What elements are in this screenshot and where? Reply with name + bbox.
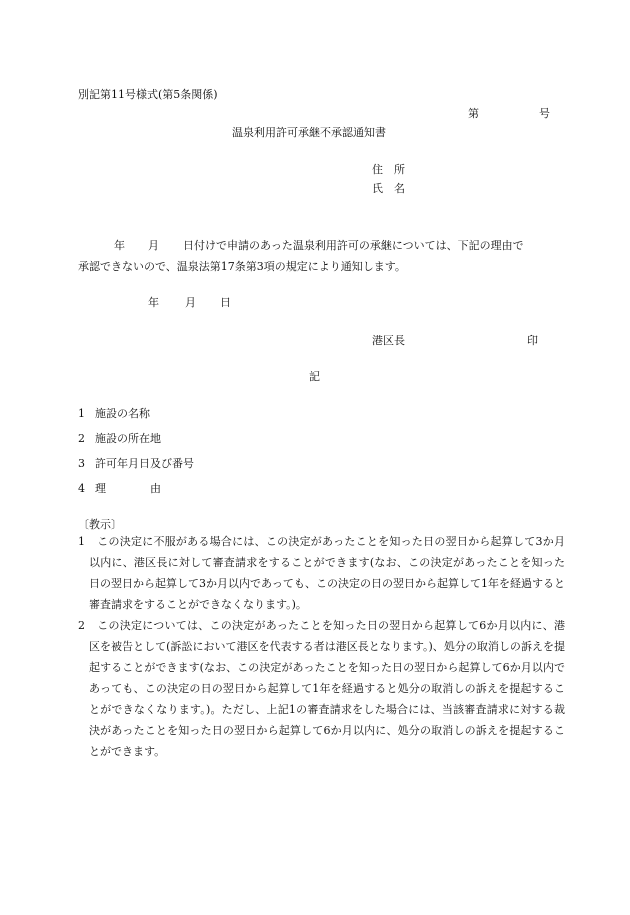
list-item-label: 施設の所在地 [95, 432, 161, 445]
document-number-prefix: 第 [468, 107, 479, 120]
list-item [78, 406, 150, 421]
list-item-number: 4 [78, 482, 85, 495]
name-label: 氏 名 [372, 182, 405, 195]
form-label: 別記第11号様式(第5条関係) [78, 88, 218, 101]
issuer-name: 港区長 [372, 334, 405, 347]
intro-text-line-1: 日付けで申請のあった温泉利用許可の承継については、下記の理由で [183, 239, 524, 252]
list-item-number: 2 [78, 432, 85, 445]
address-label: 住 所 [372, 163, 405, 176]
intro-year: 年 [114, 239, 125, 252]
intro-text-line-2: 承認できないので、温泉法第17条第3項の規定により通知します。 [78, 260, 406, 273]
list-item [78, 456, 194, 471]
kyoji-item [78, 531, 565, 615]
list-item-label: 許可年月日及び番号 [95, 457, 194, 470]
document-number-suffix: 号 [539, 107, 550, 120]
ki-heading: 記 [309, 370, 320, 383]
kyoji-item-text: この決定については、この決定があったことを知った日の翌日から起算して6か月以内に、港区を被告として(訴訟において港区を代表する者は港区長となります。)、処分の取消しの訴えを提起することができます(なお、この決定があったことを知った日の翌日から起算して6か月以内であっても、この決定の日の翌日から起算して1年を経過すると処分の取消しの訴えを提起することができなくなります。)。ただし、上記1の審査請求をした場合には、当該審査請求に対する裁決があったことを知った日の翌日から起算して6か月以内に、処分の取消しの訴えを提起することができます。 [89, 619, 565, 758]
date-day: 日 [220, 296, 231, 309]
kyoji-item-number: 1 [78, 535, 85, 548]
kyoji-heading: 〔教示〕 [78, 518, 122, 531]
list-item-number: 3 [78, 457, 85, 470]
kyoji-item [78, 615, 565, 762]
seal-mark: 印 [527, 334, 538, 347]
document-title: 温泉利用許可承継不承認通知書 [232, 126, 386, 139]
list-item [78, 481, 161, 496]
list-item-label: 施設の名称 [95, 407, 150, 420]
list-item-label: 理 由 [95, 482, 161, 495]
intro-month: 月 [148, 239, 159, 252]
kyoji-item-text: この決定に不服がある場合には、この決定があったことを知った日の翌日から起算して3か月以内に、港区長に対して審査請求をすることができます(なお、この決定があったことを知った日の翌日から起算して3か月以内であっても、この決定の日の翌日から起算して1年を経過すると審査請求をすることができなくなります。)。 [89, 535, 565, 611]
date-year: 年 [148, 296, 159, 309]
list-item [78, 431, 161, 446]
date-month: 月 [185, 296, 196, 309]
list-item-number: 1 [78, 407, 85, 420]
kyoji-item-number: 2 [78, 619, 85, 632]
